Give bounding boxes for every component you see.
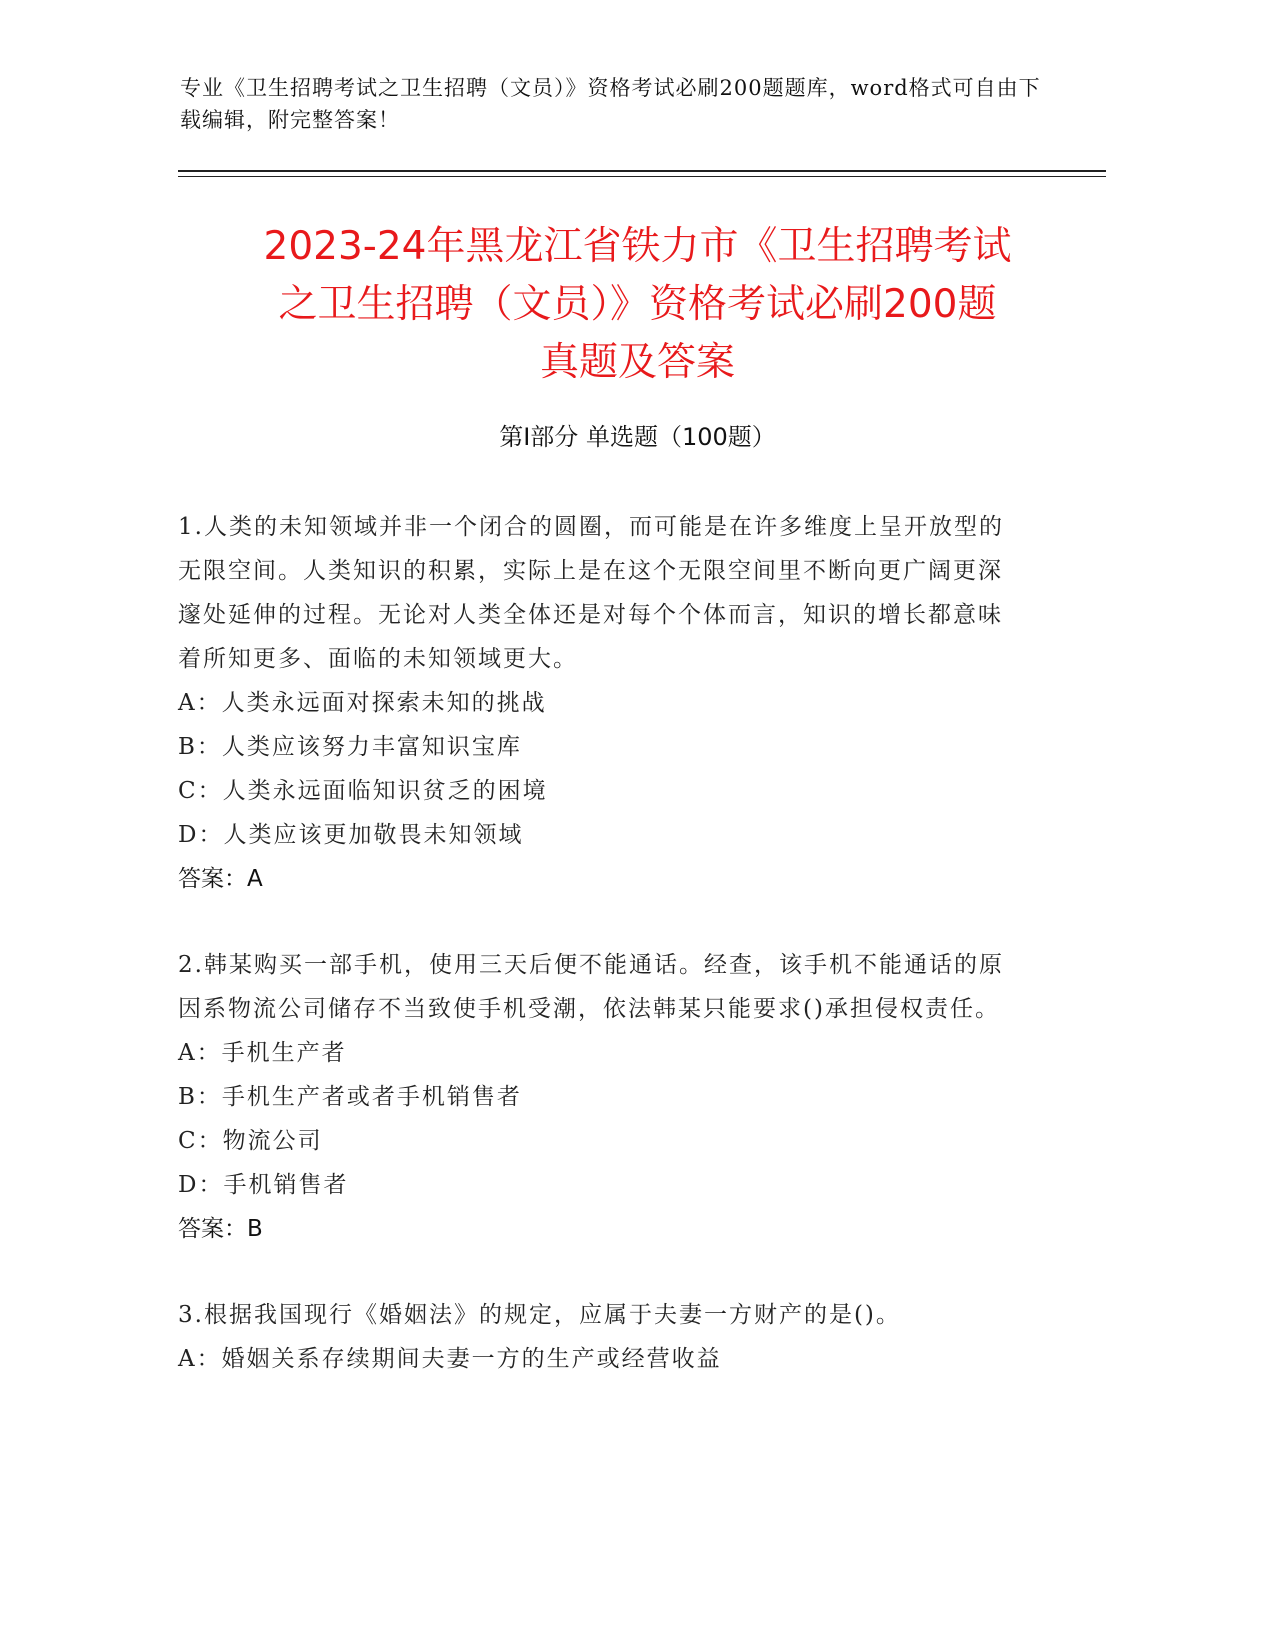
answer-line: 答案：B <box>178 1216 263 1242</box>
option-b: B：人类应该努力丰富知识宝库 <box>178 734 522 760</box>
title-line-2: 之卫生招聘（文员）》资格考试必刷200题 <box>278 282 997 327</box>
question-stem: 1.人类的未知领域并非一个闭合的圆圈，而可能是在许多维度上呈开放型的无限空间。人类知识的积累，实际上是在这个无限空间里不断向更广阔更深邃处延伸的过程。无论对人类全体还是对每个个体而言，知识的增长都意味着所知更多、面临的未知领域更大。 <box>178 514 1004 672</box>
document-title <box>150 218 1125 392</box>
header-note: 专业《卫生招聘考试之卫生招聘（文员）》资格考试必刷200题题库，word格式可自由下载编辑，附完整答案！ <box>180 76 1041 132</box>
question-2 <box>178 943 1018 1251</box>
option-a: A：婚姻关系存续期间夫妻一方的生产或经营收益 <box>178 1346 722 1372</box>
header-divider-thick <box>178 170 1106 172</box>
option-b: B：手机生产者或者手机销售者 <box>178 1084 522 1110</box>
title-line-3: 真题及答案 <box>539 340 735 385</box>
option-a: A：人类永远面对探索未知的挑战 <box>178 690 547 716</box>
title-line-1: 2023-24年黑龙江省铁力市《卫生招聘考试 <box>263 224 1012 269</box>
question-list <box>178 505 1018 1423</box>
header-divider-thin <box>178 176 1106 177</box>
option-c: C：人类永远面临知识贫乏的困境 <box>178 778 548 804</box>
section-heading: 第I部分 单选题（100题） <box>499 423 776 451</box>
question-stem: 2.韩某购买一部手机，使用三天后便不能通话。经查，该手机不能通话的原因系物流公司储存不当致使手机受潮，依法韩某只能要求()承担侵权责任。 <box>178 952 1004 1022</box>
answer-line: 答案：A <box>178 866 263 892</box>
option-d: D：手机销售者 <box>178 1172 349 1198</box>
option-c: C：物流公司 <box>178 1128 323 1154</box>
question-stem: 3.根据我国现行《婚姻法》的规定，应属于夫妻一方财产的是()。 <box>178 1302 901 1328</box>
option-a: A：手机生产者 <box>178 1040 347 1066</box>
option-d: D：人类应该更加敬畏未知领域 <box>178 822 524 848</box>
question-1 <box>178 505 1018 901</box>
question-3 <box>178 1293 1018 1381</box>
